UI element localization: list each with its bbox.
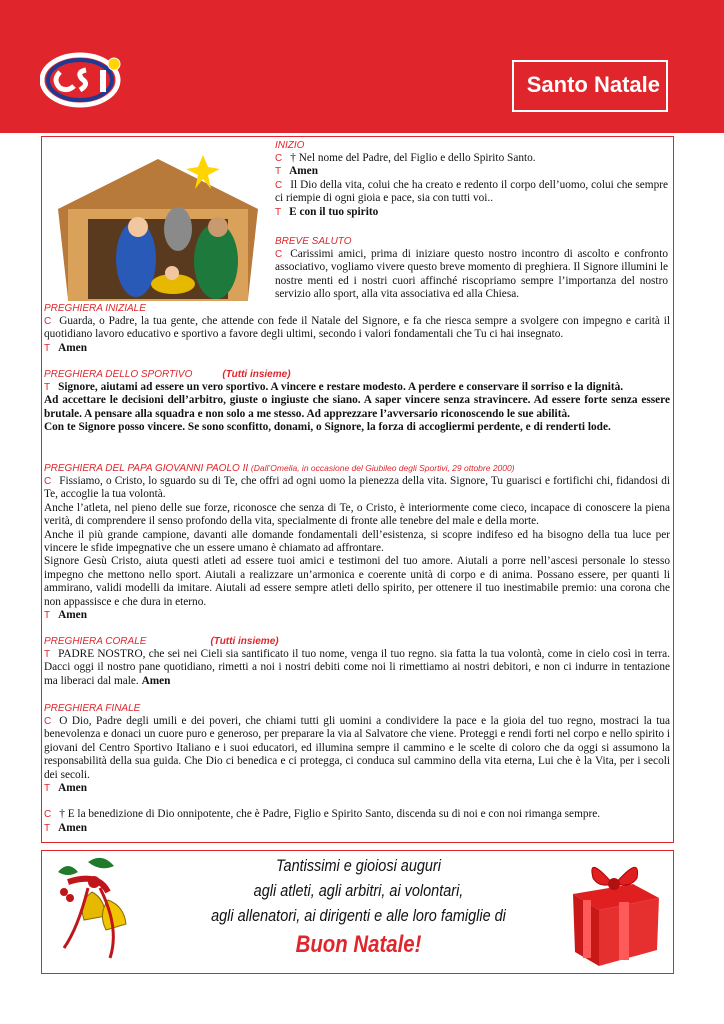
papa-note: (Dall’Omelia, in occasione del Giubileo degli Sportivi, 29 ottobre 2000) xyxy=(250,463,515,473)
papa-p1: Fissiamo, o Cristo, lo sguardo su di Te, che offri ad ogni uomo la pienezza della vita. Signore, Tu guarisci e fortifichi chi, fidandosi di Te, accoglie la tua volontà. xyxy=(44,475,670,501)
inizio-t1: Amen xyxy=(289,165,318,178)
speaker-t: T xyxy=(44,610,51,622)
speaker-t: T xyxy=(44,342,51,354)
csi-logo xyxy=(40,52,124,108)
corale-text: PADRE NOSTRO, che sei nei Cieli sia santificato il tuo nome, venga il tuo regno. sia fatta la tua volontà, come in cielo così in terra. Dacci oggi il nostro pane quotidiano, rimetti a noi i nostri debiti come noi li rimettiamo ai nostri debitori, e non ci indurre in tentazione ma liberaci dal male. xyxy=(44,648,670,687)
corale-amen: Amen xyxy=(141,674,171,687)
section-breve-saluto xyxy=(275,235,668,302)
speaker-c: C xyxy=(44,476,52,487)
title-box xyxy=(512,60,668,112)
finale-blessing: † E la benedizione di Dio onnipotente, che è Padre, Figlio e Spirito Santo, discenda su di noi e con noi rimanga sempre. xyxy=(59,808,601,821)
inizio-c1: † Nel nome del Padre, del Figlio e dello Spirito Santo. xyxy=(290,152,536,164)
section-preghiera-iniziale xyxy=(44,302,670,355)
sportivo-line1: Signore, aiutami ad essere un vero sportivo. A vincere e restare modesto. A perdere e conservare il sorriso e la dignità. xyxy=(58,381,624,393)
speaker-c: C xyxy=(275,249,283,260)
tutti-insieme-label: (Tutti insieme) xyxy=(210,636,279,647)
speaker-t: T xyxy=(44,649,51,660)
papa-p3: Anche il più grande campione, davanti alle domande fondamentali dell’esistenza, si scopre indifeso ed ha bisogno della tua luce per vincere le sfide impegnative che un essere umano è chiamato ad affrontare. xyxy=(44,528,670,555)
greeting-line-2: agli atleti, agli arbitri, ai volontari, xyxy=(253,881,464,900)
greeting-line-1: Tantissimi e gioiosi auguri xyxy=(276,856,441,875)
christmas-bells-icon xyxy=(48,852,132,970)
heading-preghiera-papa: PREGHIERA DEL PAPA GIOVANNI PAOLO II xyxy=(44,463,249,474)
section-preghiera-corale xyxy=(44,635,670,688)
finale-text: O Dio, Padre degli umili e dei poveri, che chiami tutti gli uomini a condividere la pace e la gioia del tuo regno, mostraci la tua benevolenza e donaci un cuore puro e generoso, per preparare la via al Salvatore che viene. Proteggi e rendi forti nel corpo e nello spirito i giovani del Centro Sportivo Italiano e i suoi educatori, ed illumina sempre il cammino e le scelte di coloro che da oggi si assumono la responsabilità della sua guida. Che Dio ci benedica e ci protegga, ci conduca sul cammino della vita eterna, Lui che è la Vita, per i secoli dei secoli. xyxy=(44,715,670,781)
speaker-t: T xyxy=(44,822,51,834)
speaker-t: T xyxy=(275,166,282,178)
sportivo-line2: Ad accettare le decisioni dell’arbitro, giuste o ingiuste che siano. A saper vincere senza stravincere. Ad essere forte senza essere brutale. A pensare alla squadra e non solo a me stesso. Ad apprezzare l’avversario riconoscendo le sue abilità. xyxy=(44,394,670,420)
papa-p4: Signore Gesù Cristo, aiuta questi atleti ad essere tuoi amici e testimoni del tuo amore. Aiutali a porre nell’ascesi personale lo stesso impegno che mettono nello sport. Aiutali a realizzare un’armonica e coerente unità di corpo e di anima. Possano essere, per quanti li ammirano, validi modelli da imitare. Aiutali ad essere sempre atleti dello spirito, per ottenere il tuo inestimabile premio: una corona che non appassisce e che dura in eterno. xyxy=(44,555,670,608)
heading-preghiera-finale: PREGHIERA FINALE xyxy=(44,703,141,714)
page-title: Santo Natale xyxy=(526,72,660,97)
speaker-c: C xyxy=(44,716,52,727)
finale-amen-2: Amen xyxy=(58,821,87,834)
speaker-t: T xyxy=(275,206,282,218)
papa-amen: Amen xyxy=(58,609,87,622)
gift-box-icon xyxy=(563,854,665,970)
speaker-t: T xyxy=(44,382,51,393)
greeting-buon-natale: Buon Natale! xyxy=(295,931,422,958)
speaker-c: C xyxy=(44,809,52,821)
heading-preghiera-corale: PREGHIERA CORALE xyxy=(44,636,147,647)
sportivo-line3: Con te Signore posso vincere. Se sono sconfitto, donami, o Signore, la forza di accogliermi perdente, e di renderti lode. xyxy=(44,421,611,434)
iniziale-text: Guarda, o Padre, la tua gente, che attende con fede il Natale del Signore, e fa che riesca sempre a svolgere con impegno e carità il quotidiano lavoro educativo e sportivo a favore degli ultimi, secondo i valori fondamentali che Tu ci hai insegnato. xyxy=(44,315,670,341)
greeting-line-3: agli allenatori, ai dirigenti e alle loro famiglie di xyxy=(211,906,506,925)
heading-breve-saluto: BREVE SALUTO xyxy=(275,236,352,247)
section-preghiera-finale xyxy=(44,702,670,835)
papa-p2: Anche l’atleta, nel pieno delle sue forze, riconosce che senza di Te, o Cristo, è interiormente come cieco, incapace di conoscere la piena verità, di comprendere il senso profondo della vita, specialmente di fronte alle tenebre del male e della morte. xyxy=(44,501,670,528)
iniziale-amen: Amen xyxy=(58,341,87,354)
section-preghiera-papa xyxy=(44,462,670,622)
breve-saluto-text: Carissimi amici, prima di iniziare questo nostro incontro di ascolto e confronto associativo, vogliamo vivere questo breve momento di preghiera. Il Signore illumini le nostre menti ed i nostri cuori affinché riscopriamo sempre l’importanza del nostro servizio allo sport, alla vita associativa ed alla Chiesa. xyxy=(275,248,668,301)
inizio-t2: E con il tuo spirito xyxy=(289,205,379,218)
section-inizio xyxy=(275,139,668,219)
speaker-c: C xyxy=(275,179,283,191)
finale-amen: Amen xyxy=(58,782,87,795)
section-preghiera-sportivo xyxy=(44,368,670,435)
nativity-image xyxy=(48,149,268,301)
heading-inizio: INIZIO xyxy=(275,140,305,151)
speaker-c: C xyxy=(44,316,52,327)
heading-preghiera-sportivo: PREGHIERA DELLO SPORTIVO xyxy=(44,369,193,380)
heading-preghiera-iniziale: PREGHIERA INIZIALE xyxy=(44,303,146,314)
tutti-insieme-label: (Tutti insieme) xyxy=(222,369,291,380)
inizio-c2: Il Dio della vita, colui che ha creato e redento il corpo dell’uomo, colui che sempre ci riempie di ogni gioia e pace, sia con tutti voi.. xyxy=(275,178,668,205)
speaker-t: T xyxy=(44,783,51,795)
speaker-c: C xyxy=(275,153,283,164)
